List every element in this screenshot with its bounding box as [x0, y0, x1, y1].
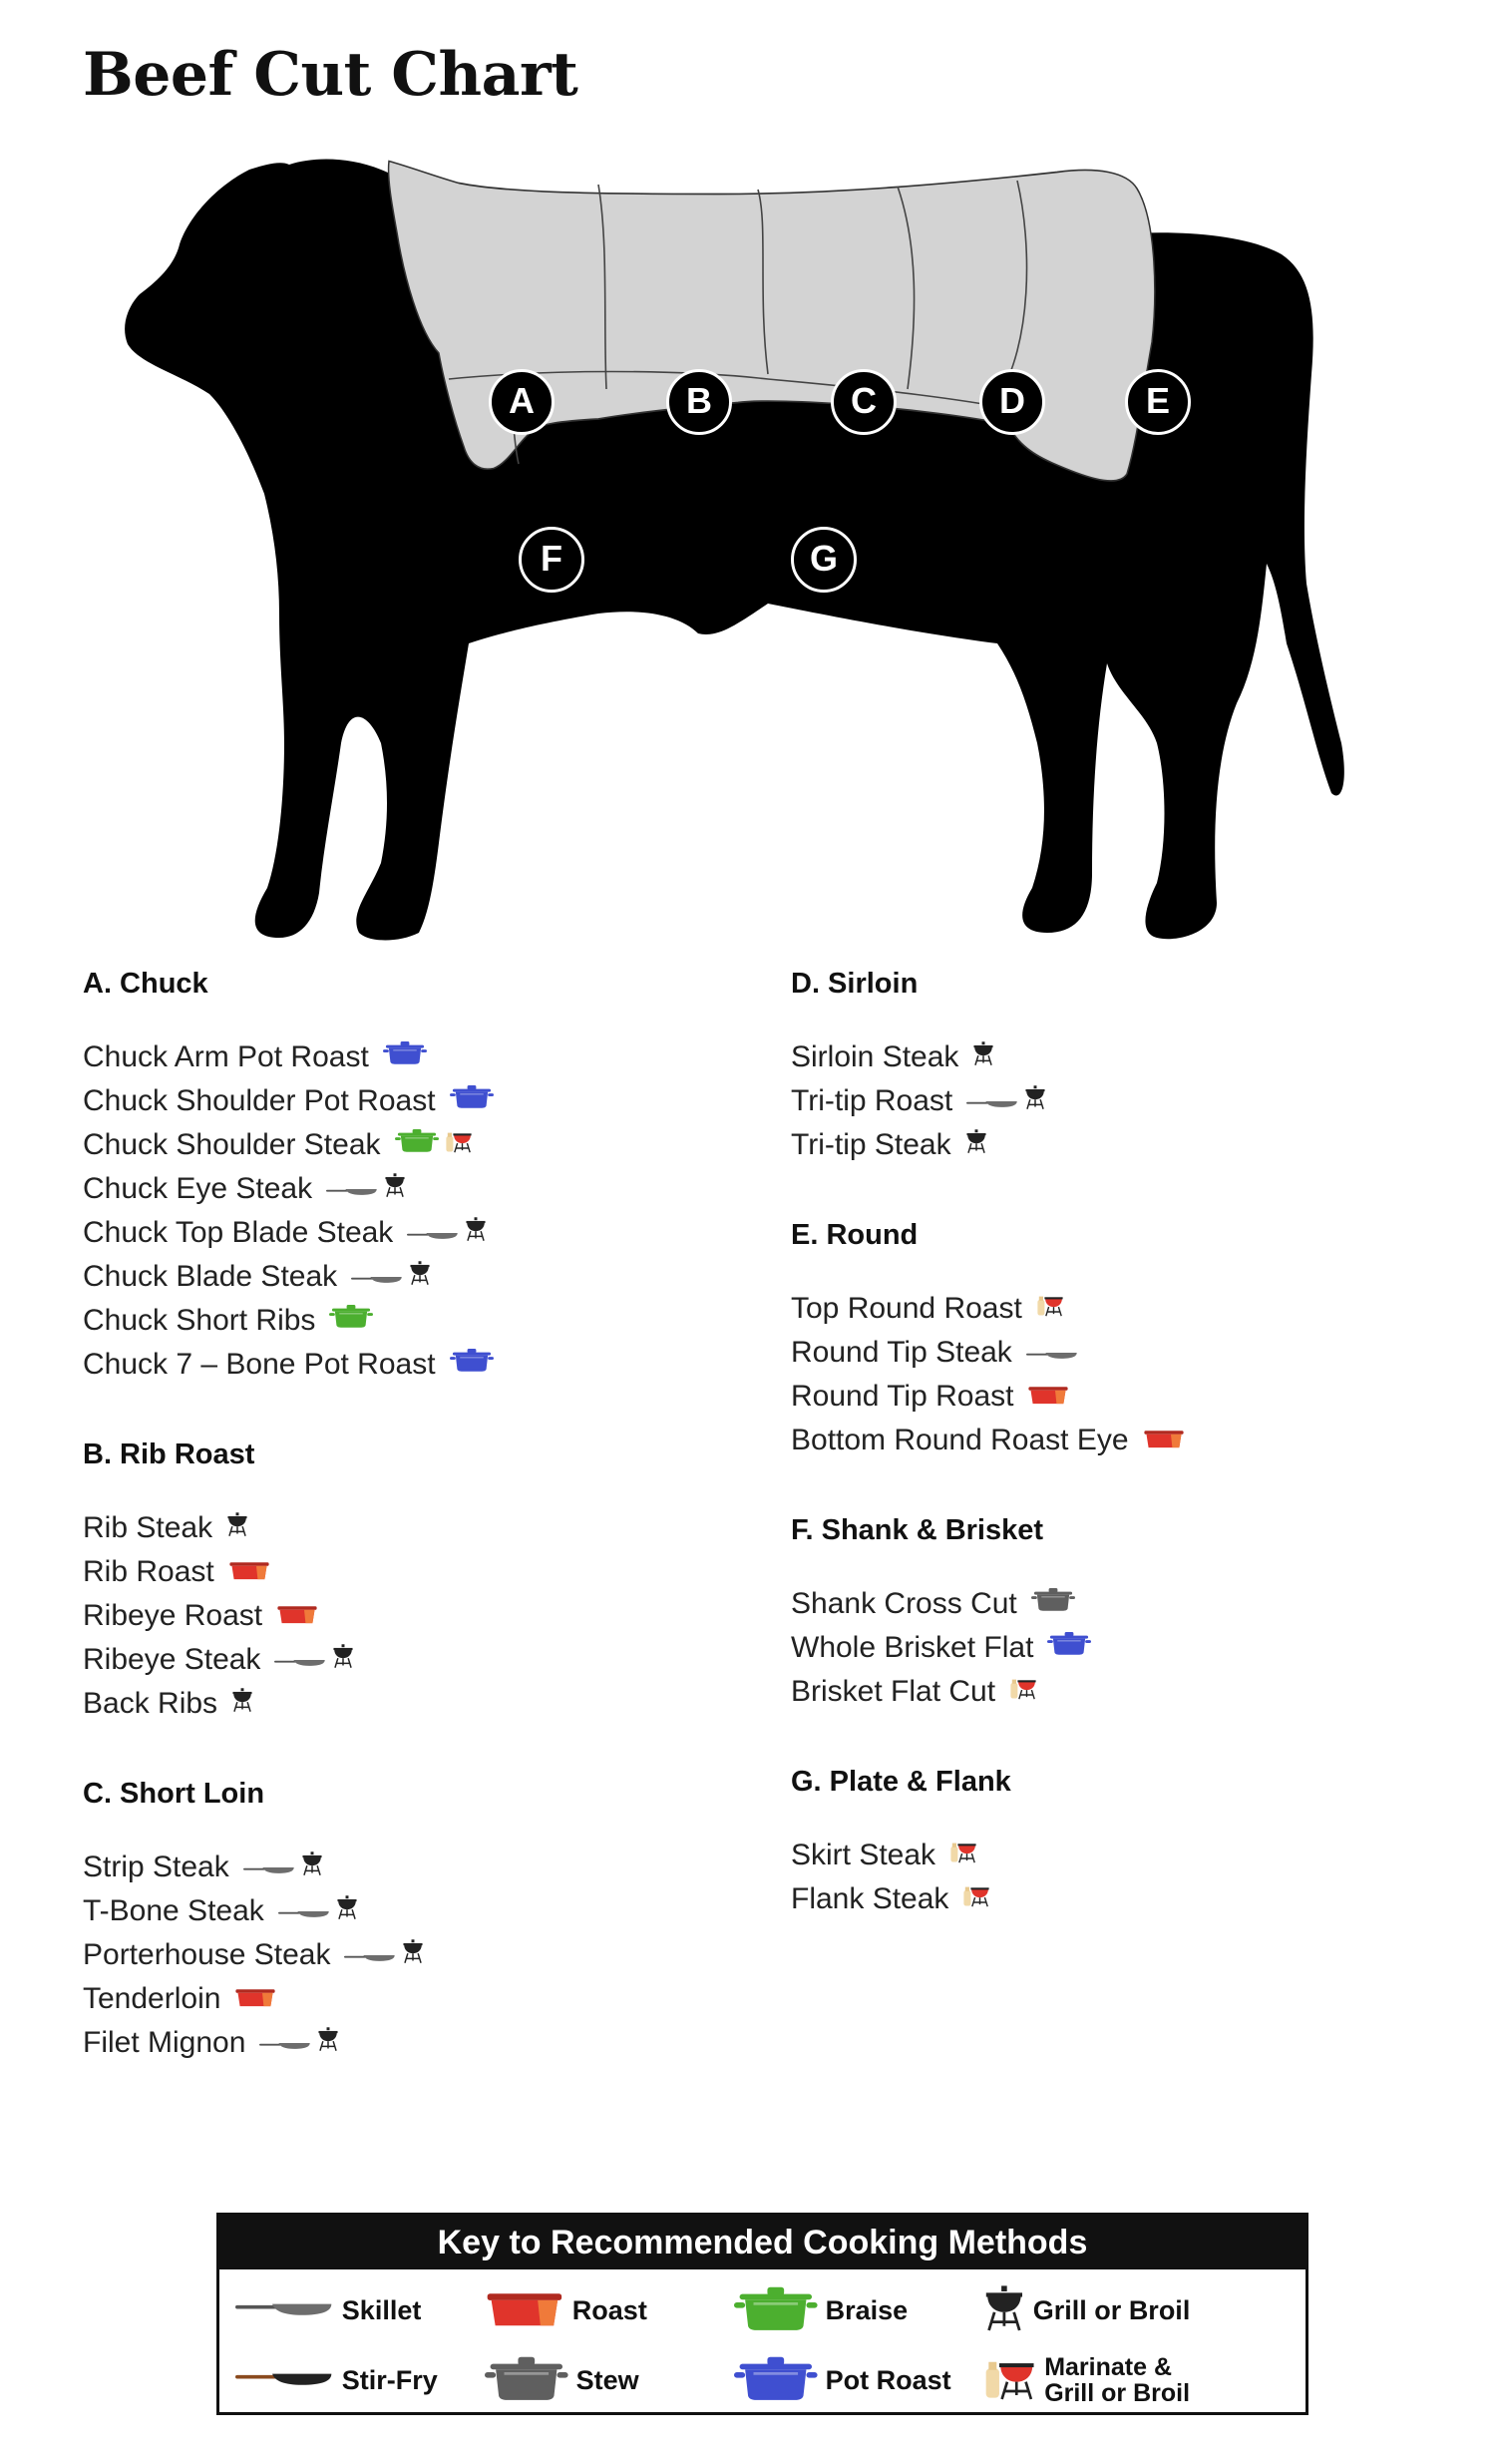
legend-item-stew — [479, 2345, 728, 2415]
cooking-methods-legend — [216, 2213, 1308, 2415]
cut-name: Chuck Blade Steak — [83, 1260, 338, 1293]
cut-item — [83, 1846, 771, 1889]
skillet-icon — [407, 1211, 459, 1255]
cut-name: Chuck Short Ribs — [83, 1304, 316, 1337]
pot-roast-icon — [383, 1035, 427, 1079]
cut-item — [83, 2021, 771, 2065]
cut-item — [83, 1506, 771, 1550]
cut-item — [83, 1255, 771, 1299]
cut-name: Round Tip Roast — [791, 1380, 1014, 1413]
cut-marker-c[interactable]: C — [831, 369, 897, 435]
cut-name: Bottom Round Roast Eye — [791, 1424, 1129, 1456]
marinate-grill-icon — [1009, 1670, 1037, 1714]
grill-icon — [409, 1255, 431, 1299]
braise-icon — [329, 1299, 373, 1343]
cut-item — [791, 1670, 1469, 1714]
cut-item — [83, 1035, 771, 1079]
cut-marker-a[interactable]: A — [489, 369, 555, 435]
cut-item — [83, 1299, 771, 1343]
cut-name: Chuck Arm Pot Roast — [83, 1040, 369, 1073]
cut-item — [791, 1582, 1469, 1626]
cut-name: Skirt Steak — [791, 1839, 936, 1871]
braise-icon — [395, 1123, 439, 1167]
cut-item — [791, 1331, 1469, 1375]
cut-name: T-Bone Steak — [83, 1894, 264, 1927]
legend-item-braise — [728, 2275, 977, 2345]
legend-label: Roast — [571, 2294, 647, 2325]
cut-item — [83, 1682, 771, 1726]
page-title: Beef Cut Chart — [83, 40, 578, 110]
legend-title: Key to Recommended Cooking Methods — [219, 2216, 1305, 2269]
cut-name: Tri-tip Roast — [791, 1084, 953, 1117]
cuts-column-right — [791, 968, 1469, 1973]
cut-name: Ribeye Roast — [83, 1599, 263, 1632]
grill-icon — [983, 2283, 1025, 2337]
cut-name: Chuck Shoulder Pot Roast — [83, 1084, 436, 1117]
cut-name: Porterhouse Steak — [83, 1938, 331, 1971]
grill-icon — [226, 1506, 248, 1550]
cut-item — [83, 1343, 771, 1387]
cuts-column-left — [83, 968, 771, 2117]
legend-item-grill — [977, 2275, 1306, 2345]
cut-list — [791, 1035, 1469, 1167]
section-heading: A. Chuck — [83, 968, 208, 1000]
section-heading: D. Sirloin — [791, 968, 919, 1000]
grill-icon — [317, 2021, 339, 2065]
cut-list — [791, 1834, 1469, 1921]
cut-name: Shank Cross Cut — [791, 1587, 1017, 1620]
cut-marker-e[interactable]: E — [1125, 369, 1191, 435]
stir-fry-icon — [235, 2364, 334, 2396]
skillet-icon — [274, 1638, 326, 1682]
cut-section — [791, 1766, 1469, 1921]
cut-item — [791, 1079, 1469, 1123]
cut-name: Filet Mignon — [83, 2026, 246, 2059]
cut-item — [791, 1035, 1469, 1079]
cut-name: Brisket Flat Cut — [791, 1675, 996, 1708]
skillet-icon — [243, 1846, 295, 1889]
marinate-grill-icon — [962, 1877, 990, 1921]
stew-icon — [485, 2351, 568, 2409]
cut-marker-b[interactable]: B — [666, 369, 732, 435]
skillet-icon — [326, 1167, 378, 1211]
cut-name: Chuck Top Blade Steak — [83, 1216, 394, 1249]
section-heading: E. Round — [791, 1219, 919, 1251]
roast-icon — [234, 1977, 276, 2021]
cut-marker-f[interactable]: F — [519, 527, 584, 593]
roast-icon — [1143, 1419, 1185, 1462]
cut-name: Whole Brisket Flat — [791, 1631, 1034, 1664]
braise-icon — [734, 2281, 818, 2339]
cut-name: Chuck 7 – Bone Pot Roast — [83, 1348, 436, 1381]
cut-marker-g[interactable]: G — [791, 527, 857, 593]
skillet-icon — [278, 1889, 330, 1933]
cut-name: Tri-tip Steak — [791, 1128, 951, 1161]
section-heading: B. Rib Roast — [83, 1438, 255, 1470]
pot-roast-icon — [734, 2351, 818, 2409]
legend-label: Skillet — [341, 2294, 422, 2325]
pot-roast-icon — [1047, 1626, 1091, 1670]
roast-icon — [1027, 1375, 1069, 1419]
cut-name: Rib Steak — [83, 1511, 213, 1544]
cut-section — [791, 1514, 1469, 1714]
cut-item — [83, 1977, 771, 2021]
cut-name: Flank Steak — [791, 1882, 949, 1915]
legend-item-stir-fry — [229, 2345, 479, 2415]
skillet-icon — [351, 1255, 403, 1299]
cut-name: Top Round Roast — [791, 1292, 1022, 1325]
cut-section — [83, 1438, 771, 1726]
skillet-icon — [235, 2294, 334, 2326]
section-heading: F. Shank & Brisket — [791, 1514, 1044, 1546]
marinate-grill-icon — [445, 1123, 473, 1167]
cut-item — [791, 1375, 1469, 1419]
grill-icon — [336, 1889, 358, 1933]
cut-item — [791, 1287, 1469, 1331]
cut-item — [83, 1889, 771, 1933]
cut-item — [791, 1123, 1469, 1167]
cut-item — [791, 1834, 1469, 1877]
cut-item — [83, 1638, 771, 1682]
cut-list — [791, 1287, 1469, 1462]
grill-icon — [465, 1211, 487, 1255]
cut-list — [791, 1582, 1469, 1714]
marinate-grill-icon — [983, 2353, 1036, 2407]
grill-icon — [301, 1846, 323, 1889]
cut-name: Rib Roast — [83, 1555, 214, 1588]
cut-name: Chuck Eye Steak — [83, 1172, 313, 1205]
roast-icon — [228, 1550, 270, 1594]
marinate-grill-icon — [1036, 1287, 1064, 1331]
cut-list — [83, 1035, 771, 1387]
cut-item — [83, 1167, 771, 1211]
cut-item — [791, 1877, 1469, 1921]
cut-list — [83, 1846, 771, 2065]
cut-item — [83, 1123, 771, 1167]
cow-silhouette — [120, 145, 1356, 963]
cut-section — [791, 968, 1469, 1167]
skillet-icon — [344, 1933, 396, 1977]
cut-item — [83, 1594, 771, 1638]
cut-section — [83, 968, 771, 1387]
cut-item — [791, 1626, 1469, 1670]
section-heading: G. Plate & Flank — [791, 1766, 1011, 1798]
cut-item — [83, 1211, 771, 1255]
pot-roast-icon — [450, 1079, 494, 1123]
legend-label: Marinate & Grill or Broil — [1044, 2352, 1191, 2407]
roast-icon — [485, 2287, 564, 2334]
legend-grid — [219, 2269, 1305, 2415]
cut-name: Chuck Shoulder Steak — [83, 1128, 381, 1161]
grill-icon — [332, 1638, 354, 1682]
legend-label: Braise — [825, 2294, 909, 2325]
cut-item — [83, 1550, 771, 1594]
legend-item-pot-roast — [728, 2345, 977, 2415]
roast-icon — [276, 1594, 318, 1638]
cut-name: Sirloin Steak — [791, 1040, 959, 1073]
grill-icon — [972, 1035, 994, 1079]
cut-name: Strip Steak — [83, 1850, 229, 1883]
legend-item-roast — [479, 2275, 728, 2345]
pot-roast-icon — [450, 1343, 494, 1387]
cut-name: Tenderloin — [83, 1982, 221, 2015]
cut-item — [83, 1079, 771, 1123]
cut-list — [83, 1506, 771, 1726]
cow-diagram — [120, 145, 1356, 963]
legend-label: Pot Roast — [825, 2364, 951, 2395]
legend-item-marinate-grill — [977, 2345, 1306, 2415]
grill-icon — [402, 1933, 424, 1977]
legend-label: Stir-Fry — [341, 2364, 438, 2395]
legend-label: Grill or Broil — [1032, 2294, 1191, 2325]
legend-label: Stew — [575, 2364, 639, 2395]
cut-name: Ribeye Steak — [83, 1643, 261, 1676]
grill-icon — [1024, 1079, 1046, 1123]
grill-icon — [231, 1682, 253, 1726]
grill-icon — [384, 1167, 406, 1211]
skillet-icon — [1026, 1331, 1078, 1375]
cut-item — [83, 1933, 771, 1977]
cut-marker-d[interactable]: D — [979, 369, 1045, 435]
stew-icon — [1031, 1582, 1075, 1626]
cut-section — [83, 1778, 771, 2065]
cut-name: Back Ribs — [83, 1687, 218, 1720]
section-heading: C. Short Loin — [83, 1778, 265, 1810]
cut-name: Round Tip Steak — [791, 1336, 1012, 1369]
skillet-icon — [966, 1079, 1018, 1123]
cut-item — [791, 1419, 1469, 1462]
legend-item-skillet — [229, 2275, 479, 2345]
marinate-grill-icon — [949, 1834, 977, 1877]
grill-icon — [965, 1123, 987, 1167]
skillet-icon — [259, 2021, 311, 2065]
cut-section — [791, 1219, 1469, 1462]
